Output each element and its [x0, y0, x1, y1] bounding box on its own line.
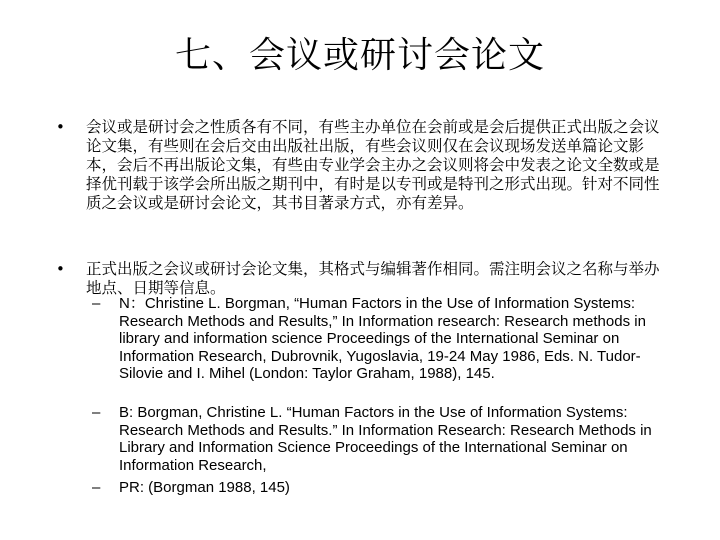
- sub-item-text: B: Borgman, Christine L. “Human Factors in the Use of Information Systems: Research Methods and Results.” In Information Research: Research Methods in Library and Information Science Proceedings of the International Seminar on Information Research,: [119, 404, 652, 474]
- sub-item-parenthetical: [92, 479, 672, 497]
- dash-icon: –: [92, 479, 101, 496]
- sub-item-text: PR: (Borgman 1988, 145): [119, 479, 290, 496]
- sub-item-text: N：Christine L. Borgman, “Human Factors in the Use of Information Systems: Research Methods and Results,” In Information research: Research methods in library and information science Proceedings of the International Seminar on Information Research, Dubrovnik, Yugoslavia, 19-24 May 1986, Eds. N. Tudor-Silovie and I. Mihel (London: Taylor Graham, 1988), 145.: [119, 295, 646, 382]
- dash-icon: –: [92, 404, 101, 421]
- slide-title: 七、会议或研讨会论文: [174, 35, 545, 76]
- bullet-text: 会议或是研讨会之性质各有不同，有些主办单位在会前或是会后提供正式出版之会议论文集，有些则在会后交由出版社出版，有些会议则仅在会议现场发送单篇论文影本，会后不再出版论文集，有些由专业学会主办之会议则将会中发表之论文全数或是择优刊载于该学会所出版之期刊中，有时是以专刊或是特刊之形式出现。针对不同性质之会议或是研讨会论文，其书目著录方式，亦有差异。: [86, 118, 660, 212]
- bullet-icon: •: [56, 118, 65, 136]
- bullet-item: [56, 118, 666, 213]
- bullet-item: [56, 260, 666, 298]
- dash-icon: –: [92, 295, 101, 312]
- bullet-icon: •: [56, 260, 65, 278]
- sub-item-note: [92, 295, 672, 383]
- bullet-text: 正式出版之会议或研讨会论文集，其格式与编辑著作相同。需注明会议之名称与举办地点、日期等信息。: [86, 260, 660, 297]
- sub-item-bibliography: [92, 404, 672, 474]
